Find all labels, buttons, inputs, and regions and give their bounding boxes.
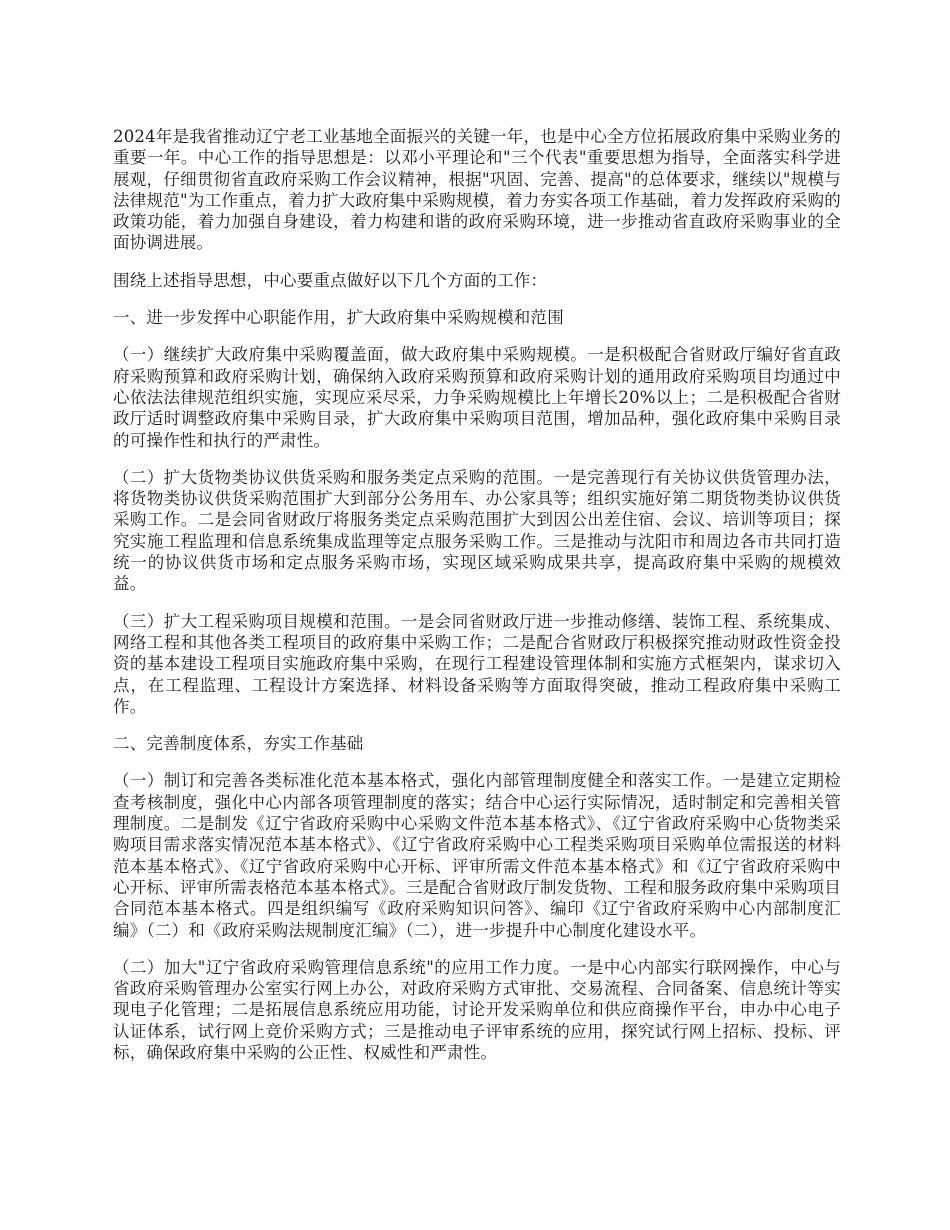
section-2-item-1: （一）制订和完善各类标准化范本基本格式，强化内部管理制度健全和落实工作。一是建立定期检查考核制度，强化中心内部各项管理制度的落实；结合中心运行实际情况，适时制定和完善相关管理制度。二是制发《辽宁省政府采购中心采购文件范本基本格式》、《辽宁省政府采购中心货物类采购项目需求落实情况范本基本格式》、《辽宁省政府采购中心工程类采购项目采购单位需报送的材料范本基本格式》、《辽宁省政府采购中心开标、评审所需文件范本基本格式》和《辽宁省政府采购中心开标、评审所需表格范本基本格式》。三是配合省财政厅制发货物、工程和服务政府集中采购项目合同范本基本格式。四是组织编写《政府采购知识问答》、编印《辽宁省政府采购中心内部制度汇编》（二）和《政府采购法规制度汇编》（二），进一步提升中心制度化建设水平。 xyxy=(113,771,841,940)
section-heading-2: 二、完善制度体系，夯实工作基础 xyxy=(113,734,364,754)
lead-in-paragraph: 围绕上述指导思想，中心要重点做好以下几个方面的工作： xyxy=(113,270,548,290)
section-heading-1: 一、进一步发挥中心职能作用，扩大政府集中采购规模和范围 xyxy=(113,308,564,328)
section-1-item-3: （三）扩大工程采购项目规模和范围。一是会同省财政厅进一步推动修缮、装饰工程、系统集成、网络工程和其他各类工程项目的政府集中采购工作；二是配合省财政厅积极探究推动财政性资金投资的基本建设工程项目实施政府集中采购，在现行工程建设管理体制和实施方式框架内，谋求切入点，在工程监理、工程设计方案选择、材料设备采购等方面取得突破，推动工程政府集中采购工作。 xyxy=(113,611,841,716)
document-body xyxy=(113,126,841,1079)
section-2-item-2: （二）加大"辽宁省政府采购管理信息系统"的应用工作力度。一是中心内部实行联网操作，中心与省政府采购管理办公室实行网上办公，对政府采购方式审批、交易流程、合同备案、信息统计等实现电子化管理；二是拓展信息系统应用功能，讨论开发采购单位和供应商操作平台，申办中心电子认证体系，试行网上竞价采购方式；三是推动电子评审系统的应用，探究试行网上招标、投标、评标，确保政府集中采购的公正性、权威性和严肃性。 xyxy=(113,957,841,1062)
intro-paragraph: 2024年是我省推动辽宁老工业基地全面振兴的关键一年，也是中心全方位拓展政府集中采购业务的重要一年。中心工作的指导思想是：以邓小平理论和"三个代表"重要思想为指导，全面落实科学进展观，仔细贯彻省直政府采购工作会议精神，根据"巩固、完善、提高"的总体要求，继续以"规模与法律规范"为工作重点，着力扩大政府集中采购规模，着力夯实各项工作基础，着力发挥政府采购的政策功能，着力加强自身建设，着力构建和谐的政府采购环境，进一步推动省直政府采购事业的全面协调进展。 xyxy=(113,127,841,253)
section-1-item-1: （一）继续扩大政府集中采购覆盖面，做大政府集中采购规模。一是积极配合省财政厅编好省直政府采购预算和政府采购计划，确保纳入政府采购预算和政府采购计划的通用政府采购项目均通过中心依法法律规范组织实施，实现应采尽采，力争采购规模比上年增长20%以上；二是积极配合省财政厅适时调整政府集中采购目录，扩大政府集中采购项目范围，增加品种，强化政府集中采购目录的可操作性和执行的严肃性。 xyxy=(113,345,841,450)
section-1-item-2: （二）扩大货物类协议供货采购和服务类定点采购的范围。一是完善现行有关协议供货管理办法，将货物类协议供货采购范围扩大到部分公务用车、办公家具等；组织实施好第二期货物类协议供货采购工作。二是会同省财政厅将服务类定点采购范围扩大到因公出差住宿、会议、培训等项目；探究实施工程监理和信息系统集成监理等定点服务采购工作。三是推动与沈阳市和周边各市共同打造统一的协议供货市场和定点服务采购市场，实现区域采购成果共享，提高政府集中采购的规模效益。 xyxy=(113,467,841,594)
